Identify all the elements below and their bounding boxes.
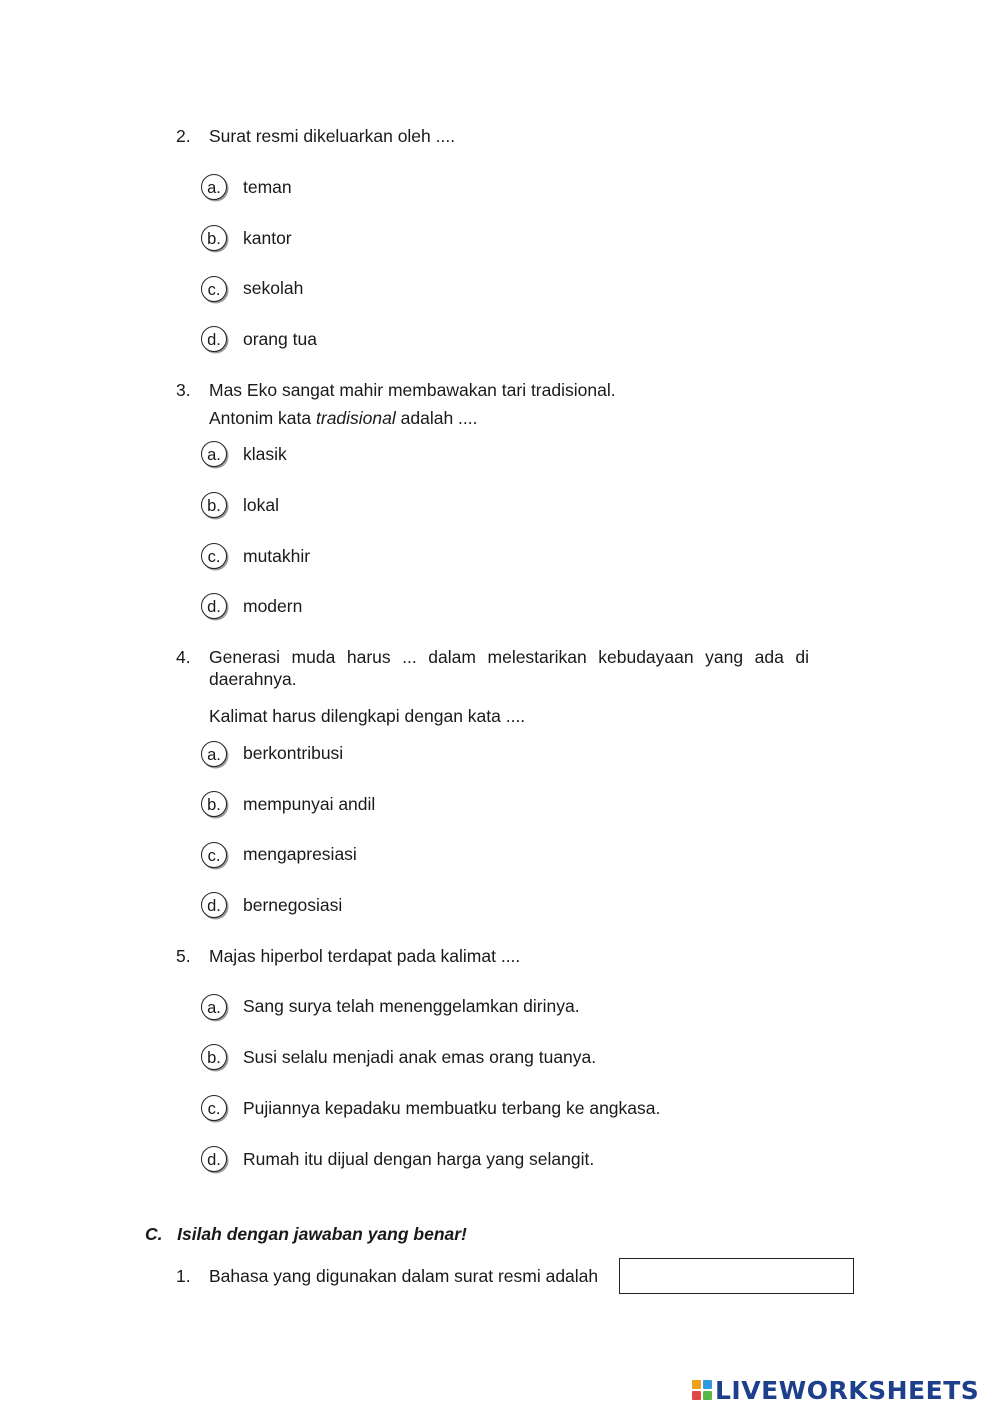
logo-mark-cell xyxy=(703,1380,712,1389)
question-3-number: 3. xyxy=(176,380,191,400)
liveworksheets-mark-icon xyxy=(692,1380,712,1400)
q3-option-b-text[interactable]: lokal xyxy=(243,495,279,515)
question-4-text: Generasi muda harus ... dalam melestarikan kebudayaan yang ada di daerahnya. xyxy=(209,647,809,689)
q2-option-d-button[interactable]: d. xyxy=(201,326,227,352)
q3-option-b-button[interactable]: b. xyxy=(201,492,227,518)
q4-option-a-button[interactable]: a. xyxy=(201,741,227,767)
q2-option-b-text[interactable]: kantor xyxy=(243,228,292,248)
subtext-italic-word: tradisional xyxy=(316,408,396,428)
logo-mark-cell xyxy=(692,1380,701,1389)
q4-option-c-button[interactable]: c. xyxy=(201,842,227,868)
q3-option-c-text[interactable]: mutakhir xyxy=(243,546,311,566)
q2-option-a-text[interactable]: teman xyxy=(243,177,292,197)
section-c-label: C. xyxy=(145,1224,163,1244)
subtext-after: adalah .... xyxy=(395,408,478,428)
q3-option-a-button[interactable]: a. xyxy=(201,441,227,467)
q5-option-c-text[interactable]: Pujiannya kepadaku membuatku terbang ke angkasa. xyxy=(243,1098,661,1118)
question-4-number: 4. xyxy=(176,647,191,667)
question-2-text: Surat resmi dikeluarkan oleh .... xyxy=(209,126,456,146)
section-c-title: Isilah dengan jawaban yang benar! xyxy=(177,1224,467,1244)
question-5-text: Majas hiperbol terdapat pada kalimat .... xyxy=(209,946,521,966)
q2-option-d-text[interactable]: orang tua xyxy=(243,329,317,349)
fill-question-1-answer-box[interactable] xyxy=(619,1258,854,1294)
q5-option-c-button[interactable]: c. xyxy=(201,1095,227,1121)
liveworksheets-logo xyxy=(692,1376,979,1404)
logo-mark-cell xyxy=(703,1391,712,1400)
fill-question-1-number: 1. xyxy=(176,1266,191,1286)
q5-option-a-text[interactable]: Sang surya telah menenggelamkan dirinya. xyxy=(243,996,580,1016)
liveworksheets-logo-text: LIVEWORKSHEETS xyxy=(715,1375,980,1405)
q4-option-b-text[interactable]: mempunyai andil xyxy=(243,794,376,814)
question-3-subtext xyxy=(209,407,478,429)
logo-mark-cell xyxy=(692,1391,701,1400)
q4-option-c-text[interactable]: mengapresiasi xyxy=(243,844,357,864)
q3-option-c-button[interactable]: c. xyxy=(201,543,227,569)
q2-option-a-button[interactable]: a. xyxy=(201,174,227,200)
subtext-before: Antonim kata xyxy=(209,408,316,428)
question-3-text: Mas Eko sangat mahir membawakan tari tradisional. xyxy=(209,380,616,400)
q2-option-c-text[interactable]: sekolah xyxy=(243,278,304,298)
q2-option-b-button[interactable]: b. xyxy=(201,225,227,251)
q4-option-d-button[interactable]: d. xyxy=(201,892,227,918)
q4-option-d-text[interactable]: bernegosiasi xyxy=(243,895,343,915)
q3-option-d-button[interactable]: d. xyxy=(201,593,227,619)
q5-option-d-text[interactable]: Rumah itu dijual dengan harga yang selangit. xyxy=(243,1149,595,1169)
q4-option-a-text[interactable]: berkontribusi xyxy=(243,743,344,763)
q5-option-b-button[interactable]: b. xyxy=(201,1044,227,1070)
q5-option-a-button[interactable]: a. xyxy=(201,994,227,1020)
question-2-number: 2. xyxy=(176,126,191,146)
fill-question-1-answer-input[interactable] xyxy=(620,1259,853,1293)
question-5-number: 5. xyxy=(176,946,191,966)
q4-option-b-button[interactable]: b. xyxy=(201,791,227,817)
q3-option-d-text[interactable]: modern xyxy=(243,596,303,616)
question-4-subtext: Kalimat harus dilengkapi dengan kata .... xyxy=(209,706,526,726)
q3-option-a-text[interactable]: klasik xyxy=(243,444,287,464)
q2-option-c-button[interactable]: c. xyxy=(201,276,227,302)
q5-option-d-button[interactable]: d. xyxy=(201,1146,227,1172)
section-c-heading xyxy=(145,1223,467,1245)
fill-question-1-text: Bahasa yang digunakan dalam surat resmi adalah xyxy=(209,1266,599,1286)
q5-option-b-text[interactable]: Susi selalu menjadi anak emas orang tuanya. xyxy=(243,1047,597,1067)
